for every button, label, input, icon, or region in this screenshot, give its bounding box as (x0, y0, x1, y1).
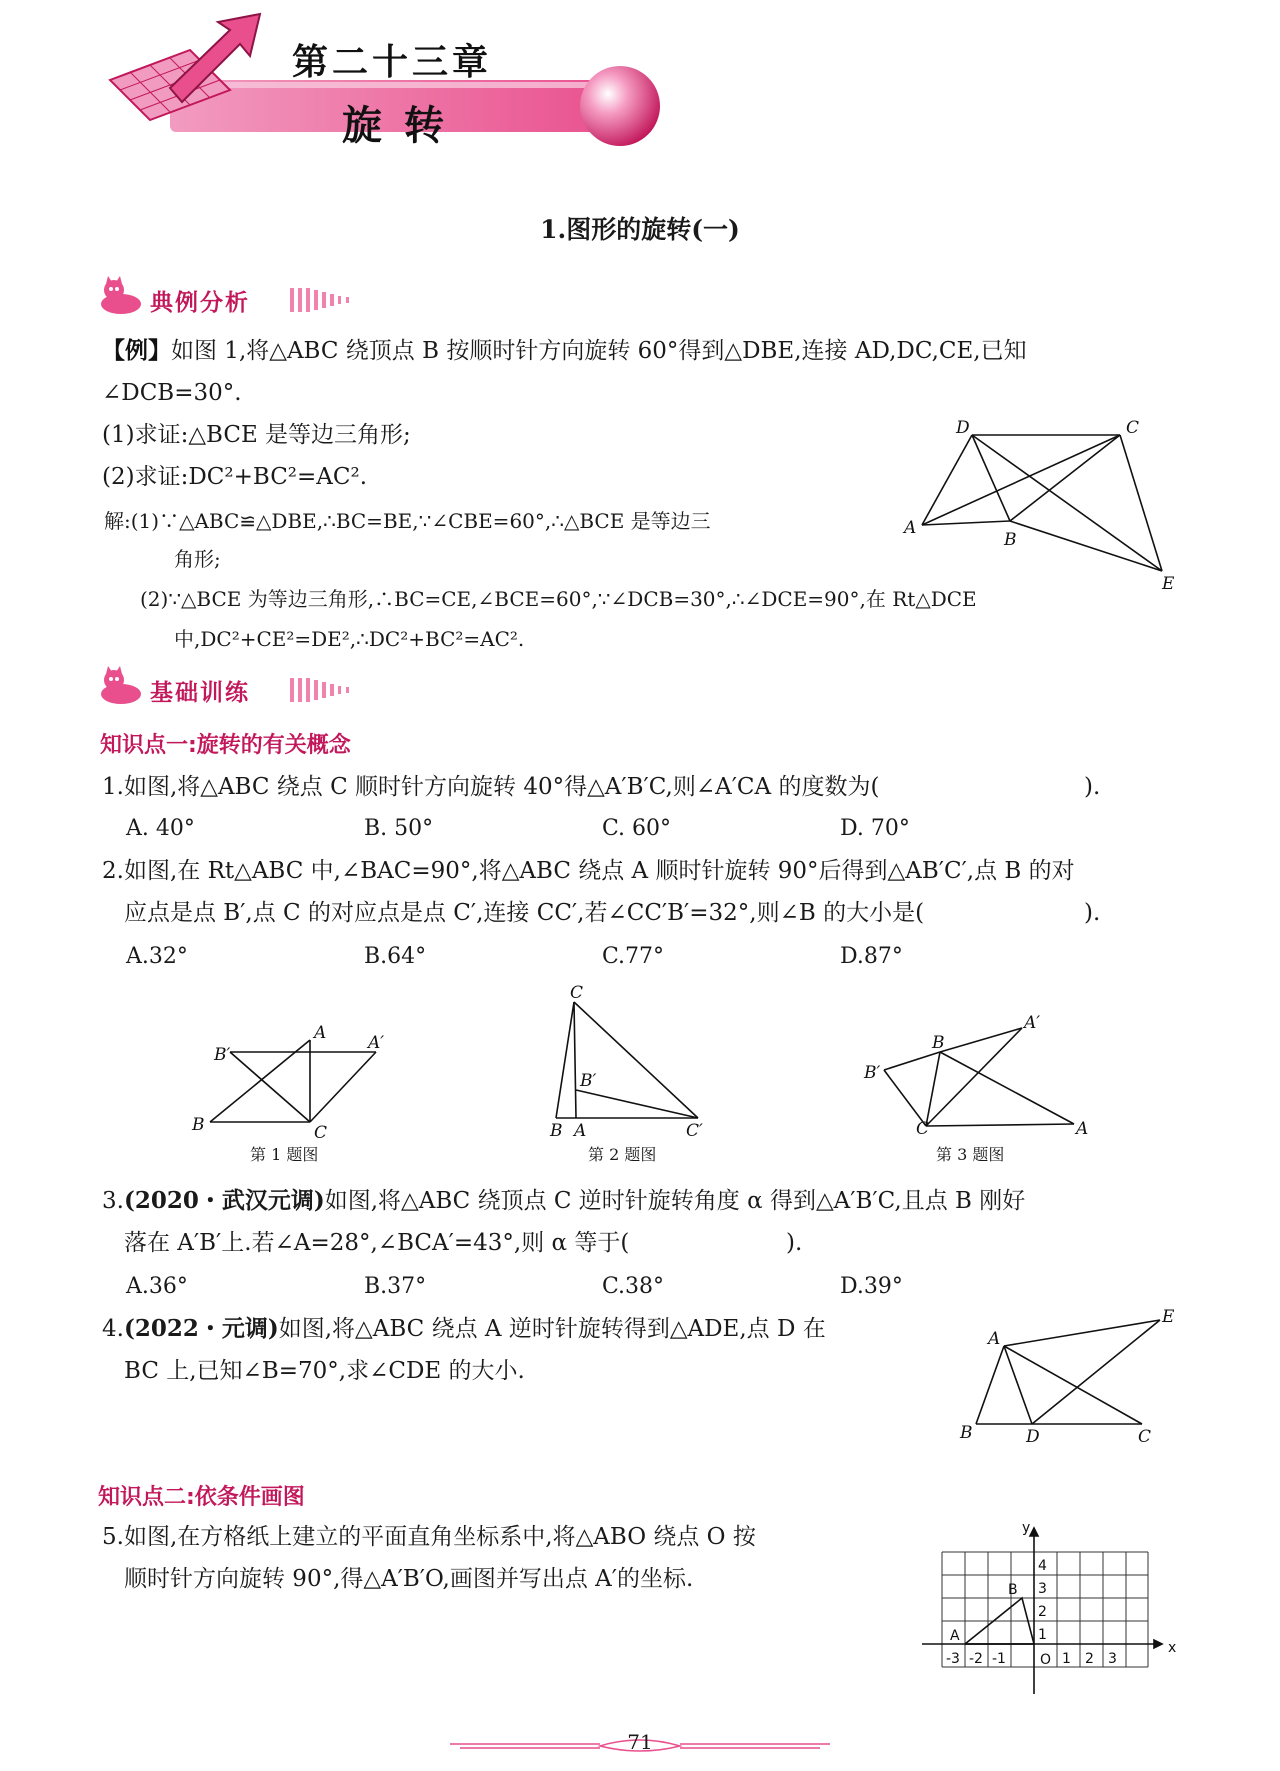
q3-option-d: D.39° (840, 1274, 903, 1299)
lesson-title: 1.图形的旋转(一) (540, 215, 740, 244)
fig2-label-A: A (574, 1121, 587, 1140)
fig4-label-D: D (1026, 1427, 1040, 1447)
grid-x-label: x (1168, 1640, 1177, 1656)
example-sol2b: 中,DC²+CE²=DE²,∴DC²+BC²=AC². (174, 627, 525, 651)
q3-line1 (102, 1180, 1025, 1222)
fig4-label-E: E (1162, 1307, 1175, 1327)
fig2-label-B: B (550, 1121, 563, 1140)
example-figure (900, 415, 1180, 590)
section-example-label: 典例分析 (150, 290, 250, 316)
knowledge-point-1: 知识点一:旋转的有关概念 (100, 733, 351, 758)
q3-source: (2020・武汉元调) (123, 1187, 325, 1214)
example-sol2a: (2)∵△BCE 为等边三角形,∴BC=CE,∠BCE=60°,∵∠DCB=30°,∴∠DCE=90°,在 Rt△DCE (140, 587, 977, 611)
fig3-label-C: C (916, 1119, 930, 1139)
x-arrow (1154, 1640, 1162, 1648)
example-line1 (102, 330, 1027, 372)
x-tick-neg2: -2 (969, 1651, 983, 1667)
section-basic-label: 基础训练 (150, 680, 250, 706)
fig2-label-B-prime: B′ (580, 1071, 597, 1091)
q2-end: ). (1084, 900, 1101, 926)
figure-4 (950, 1300, 1180, 1450)
seg-DE (972, 435, 1162, 571)
figure-1-caption: 第 1 题图 (250, 1145, 319, 1164)
q3-option-c: C.38° (602, 1274, 665, 1299)
section-stripe (290, 288, 360, 312)
label-E: E (1162, 574, 1175, 590)
example-sol1a: 解:(1)∵△ABC≌△DBE,∴BC=BE,∵∠CBE=60°,∴△BCE 是等边三 (104, 509, 711, 533)
example-prefix: 【例】 (102, 337, 171, 364)
grid-point-A: A (950, 1628, 960, 1644)
example-q1: (1)求证:△BCE 是等边三角形; (102, 422, 411, 448)
coordinate-grid (918, 1518, 1178, 1696)
page-number: 71 (627, 1730, 653, 1754)
figure-3 (860, 1010, 1100, 1140)
q2-line2: 应点是点 B′,点 C 的对应点是点 C′,连接 CC′,若∠CC′B′=32°,则∠B 的大小是( (124, 900, 925, 926)
example-line2: ∠DCB=30°. (102, 380, 242, 406)
seg-AB (922, 521, 1010, 525)
fig1-label-B-prime: B′ (214, 1045, 231, 1065)
q1-option-c: C. 60° (602, 816, 672, 841)
example-q2: (2)求证:DC²+BC²=AC². (102, 464, 368, 490)
figure-2-caption: 第 2 题图 (588, 1145, 657, 1164)
q2-option-b: B.64° (364, 944, 427, 969)
fig3-label-A: A (1076, 1119, 1089, 1139)
q4-num: 4. (102, 1316, 124, 1342)
figure-1 (190, 1010, 400, 1140)
example-text: 如图 1,将△ABC 绕顶点 B 按顺时针方向旋转 60°得到△DBE,连接 AD,DC,CE,已知 (171, 338, 1027, 364)
example-sol1b: 角形; (174, 547, 221, 571)
cat-icon (98, 666, 144, 706)
y-arrow (1030, 1528, 1038, 1536)
q4-line1 (102, 1308, 826, 1350)
fig1-label-B: B (192, 1115, 205, 1135)
section-stripe (290, 678, 360, 702)
figure-3-caption: 第 3 题图 (936, 1145, 1005, 1164)
q4-source: (2022・元调) (123, 1315, 279, 1342)
fig4-label-B: B (960, 1423, 973, 1443)
banner-ball (580, 66, 660, 146)
label-A: A (904, 518, 917, 538)
chapter-number: 第二十三章 (292, 41, 493, 83)
q4-line2: BC 上,已知∠B=70°,求∠CDE 的大小. (124, 1358, 525, 1384)
label-C: C (1126, 418, 1140, 438)
fig1-label-A: A (314, 1023, 327, 1043)
figure-2 (540, 980, 720, 1140)
q3-text: 如图,将△ABC 绕顶点 C 逆时针旋转角度 α 得到△A′B′C,且点 B 刚好 (324, 1188, 1026, 1214)
q1-text: 1.如图,将△ABC 绕点 C 顺时针方向旋转 40°得△A′B′C,则∠A′CA 的度数为( (102, 774, 880, 800)
q4-text: 如图,将△ABC 绕点 A 逆时针旋转得到△ADE,点 D 在 (278, 1316, 826, 1342)
q3-option-b: B.37° (364, 1274, 427, 1299)
x-tick-3: 3 (1108, 1651, 1117, 1667)
fig2-label-C-prime: C′ (686, 1121, 703, 1140)
x-tick-neg3: -3 (946, 1651, 960, 1667)
q3-num: 3. (102, 1188, 124, 1214)
q1-option-d: D. 70° (840, 816, 910, 841)
q3-end: ). (786, 1230, 803, 1256)
q2-option-d: D.87° (840, 944, 903, 969)
x-tick-1: 1 (1062, 1651, 1071, 1667)
knowledge-point-2: 知识点二:依条件画图 (98, 1485, 305, 1510)
seg-CE (1120, 435, 1162, 571)
seg-AD (922, 435, 972, 525)
fig3-label-B-prime: B′ (864, 1063, 881, 1083)
q2-option-a: A.32° (126, 944, 188, 969)
grid-point-B: B (1008, 1582, 1018, 1598)
fig2-label-C: C (570, 983, 584, 1003)
label-D: D (956, 418, 970, 438)
q5-line1: 5.如图,在方格纸上建立的平面直角坐标系中,将△ABO 绕点 O 按 (102, 1524, 756, 1550)
grid-origin-label: O (1040, 1652, 1052, 1668)
q2-option-c: C.77° (602, 944, 665, 969)
x-tick-2: 2 (1085, 1651, 1094, 1667)
y-tick-4: 4 (1038, 1558, 1047, 1574)
fig4-label-C: C (1138, 1427, 1152, 1447)
fig4-label-A: A (988, 1329, 1001, 1349)
fig1-label-C: C (314, 1123, 328, 1140)
q1-option-b: B. 50° (364, 816, 434, 841)
q2-line1: 2.如图,在 Rt△ABC 中,∠BAC=90°,将△ABC 绕点 A 顺时针旋转 90°后得到△AB′C′,点 B 的对 (102, 858, 1075, 884)
seg-BE (1010, 521, 1162, 571)
y-tick-1: 1 (1038, 1627, 1047, 1643)
cat-icon (98, 276, 144, 316)
q5-line2: 顺时针方向旋转 90°,得△A′B′O,画图并写出点 A′的坐标. (124, 1566, 694, 1592)
grid-y-label: y (1022, 1520, 1031, 1536)
fig3-label-B: B (932, 1033, 945, 1053)
x-tick-neg1: -1 (992, 1651, 1006, 1667)
y-tick-2: 2 (1038, 1604, 1047, 1620)
q1-option-a: A. 40° (126, 816, 195, 841)
q1-end: ). (1084, 774, 1101, 800)
q3-line2: 落在 A′B′上.若∠A=28°,∠BCA′=43°,则 α 等于( (124, 1230, 630, 1256)
q3-option-a: A.36° (126, 1274, 188, 1299)
fig3-label-A-prime: A′ (1024, 1013, 1041, 1033)
fig1-label-A-prime: A′ (368, 1033, 385, 1053)
chapter-title: 旋转 (342, 102, 466, 149)
label-B: B (1004, 530, 1017, 550)
y-tick-3: 3 (1038, 1581, 1047, 1597)
